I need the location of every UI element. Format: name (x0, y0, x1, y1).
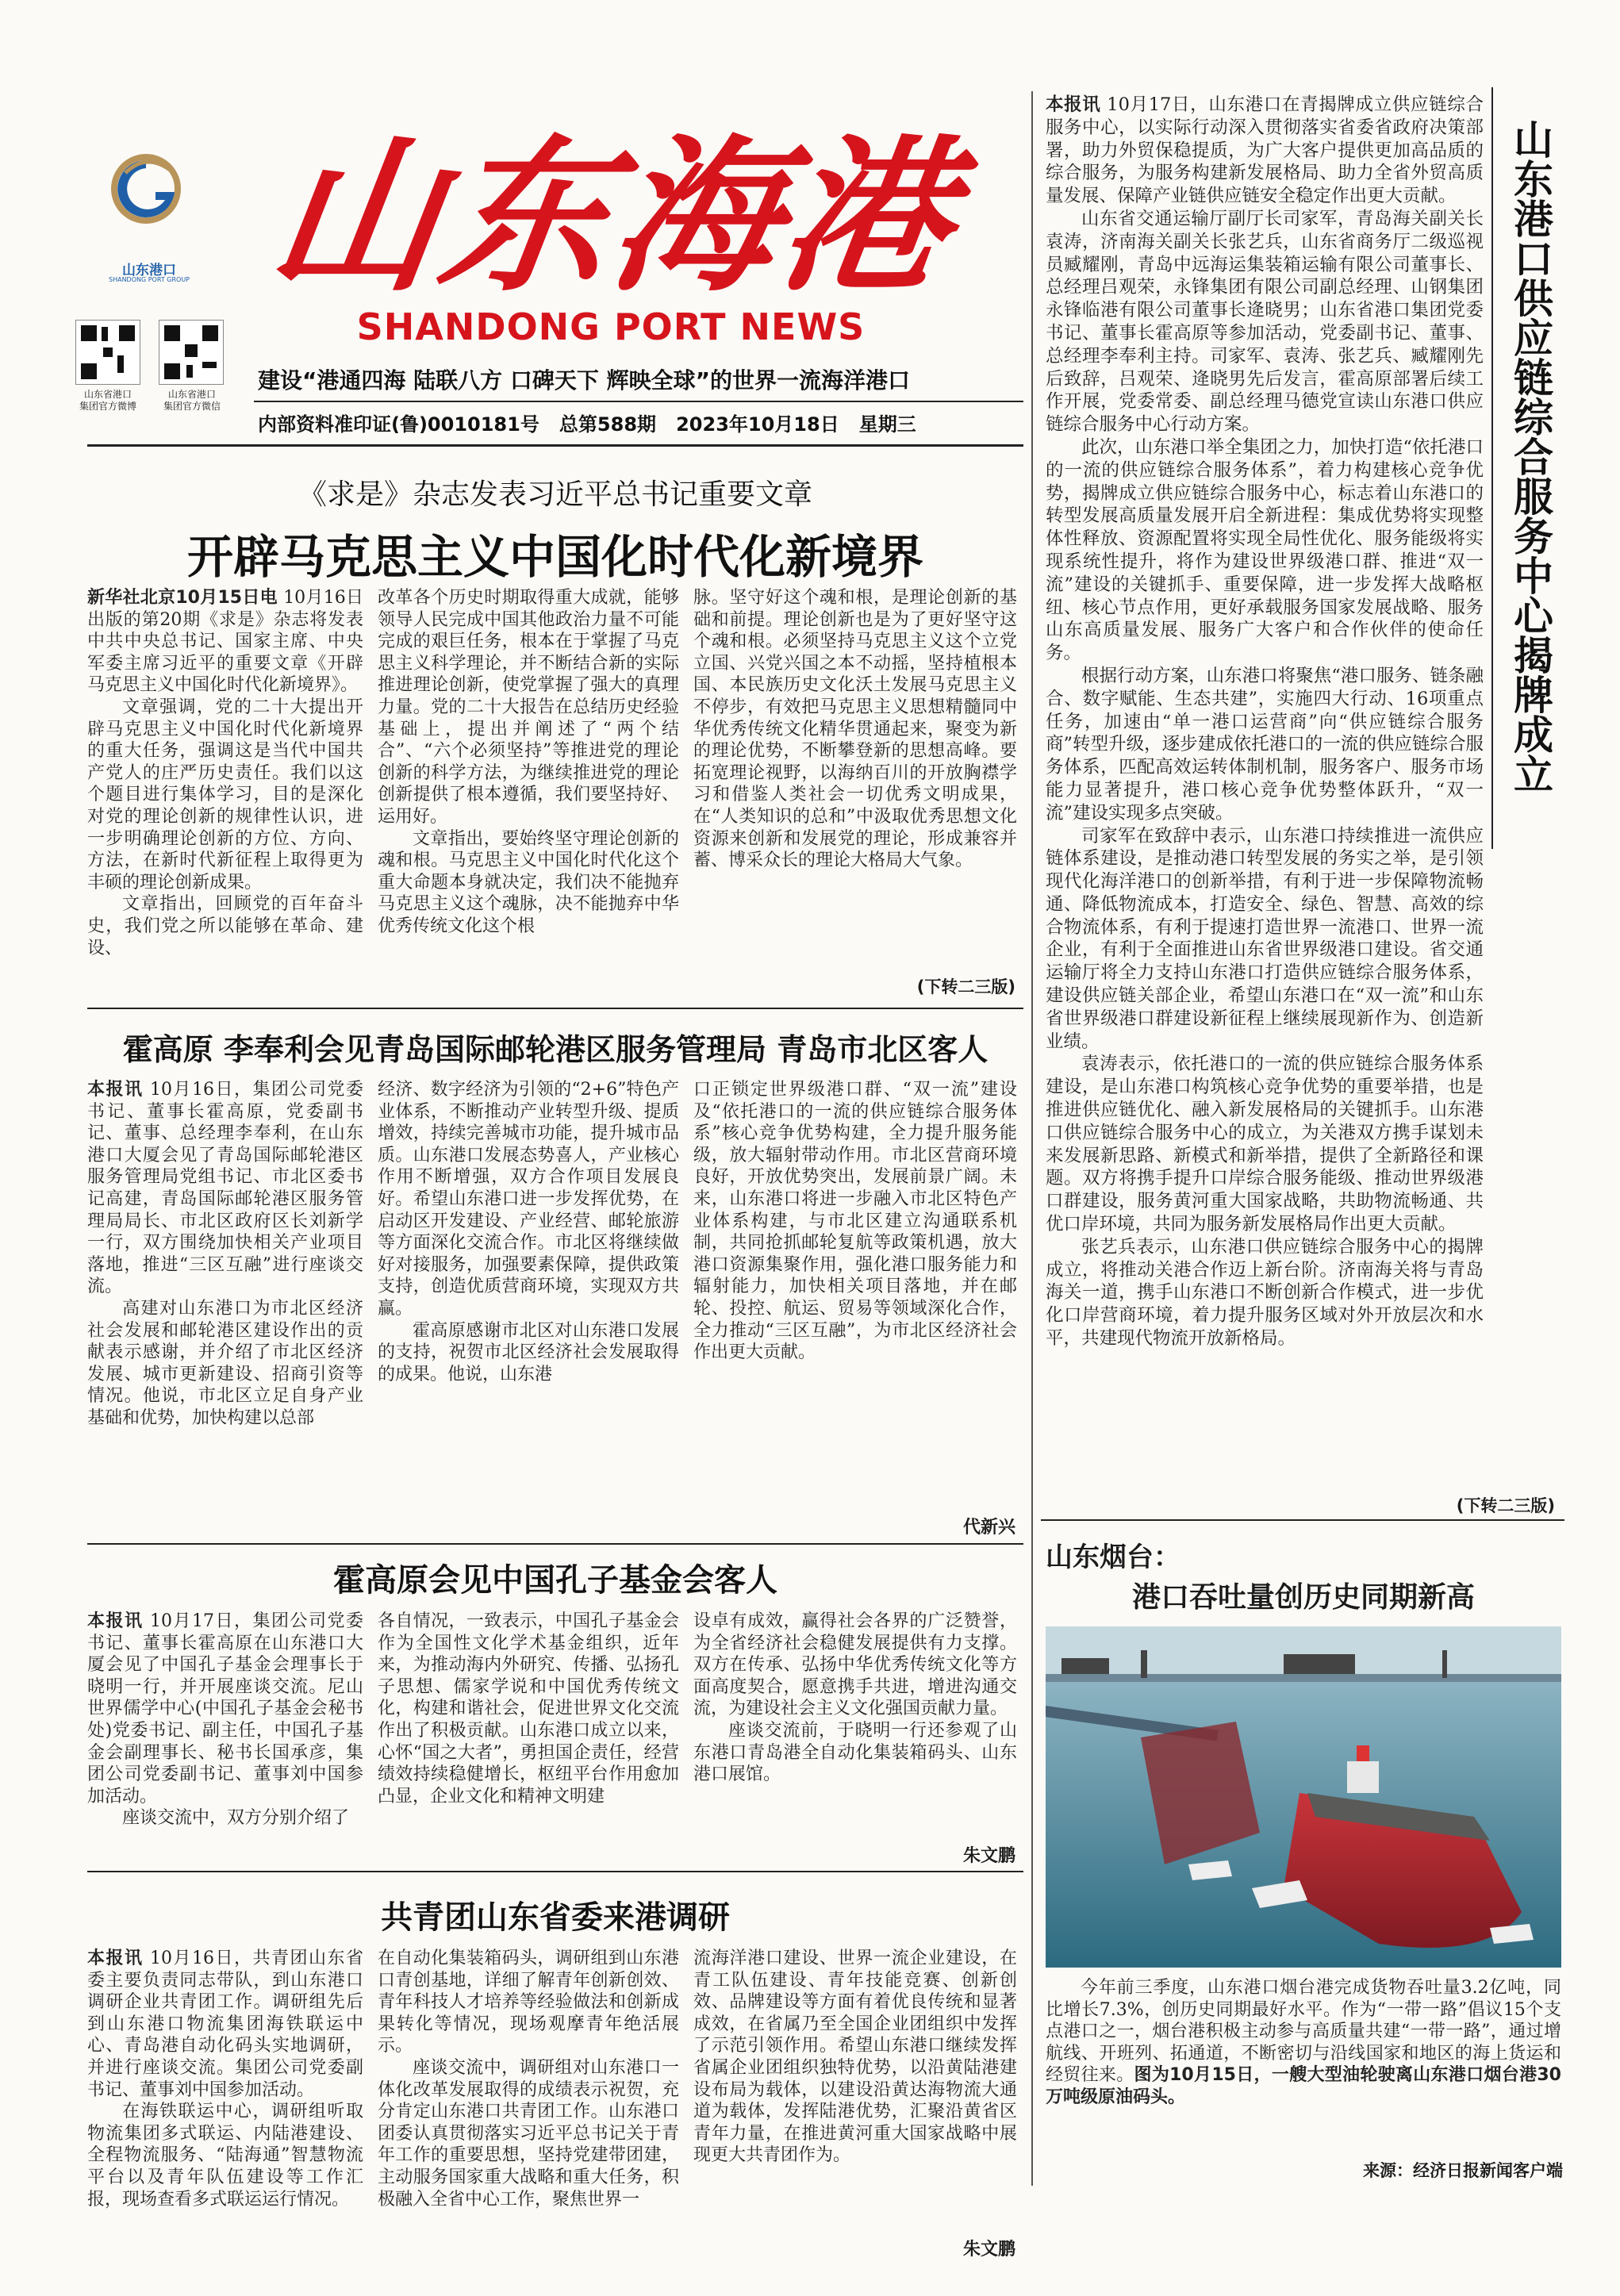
photo-caption: 图为10月15日，一艘大型油轮驶离山东港口烟台港30万吨级原油码头。 (1046, 2065, 1561, 2107)
masthead-title-en: SHANDONG PORT NEWS (356, 305, 866, 348)
tanker-photo-image (1046, 1626, 1561, 1968)
article2-tag: 本报讯 (87, 1080, 144, 1100)
lead-paragraph: 10月16日出版的第20期《求是》杂志将发表中共中央总书记、国家主席、中央军委主席习近平的重要文章《开辟马克思主义中国化时代化新境界》。 (87, 588, 363, 696)
article4-col-1 (87, 1948, 363, 2257)
photo-headline: 港口吞吐量创历史同期新高 (1131, 1581, 1475, 1614)
article2-headline: 霍高原 李奉利会见青岛国际邮轮港区服务管理局 青岛市北区客人 (122, 1032, 989, 1067)
lead-kicker: 《求是》杂志发表习近平总书记重要文章 (298, 478, 812, 511)
article2-paragraph: 10月16日，集团公司党委书记、董事长霍高原，党委副书记、董事、总经理李奉利，在山东港口大厦会见了青岛国际邮轮港区服务管理局党组书记、市北区委书记高建，青岛国际邮轮港区服务管理局局长、市北区政府区长刘新学一行，双方围绕加快相关产业项目落地，推进“三区互融”进行座谈交流。 (87, 1080, 363, 1297)
article4-paragraph: 流海洋港口建设、世界一流企业建设，在青工队伍建设、青年技能竞赛、创新创效、品牌建设等方面有着优良传统和显著成效，在省属乃至全国企业团组织中发挥了示范引领作用。希望山东港口继续发挥省属企业团组织独特优势，以沿黄陆港建设布局为载体，以建设沿黄达海物流大通道为载体，发挥陆港优势，汇聚沿黄省区青年力量，在推进黄河重大国家战略中展现更大共青团作为。 (693, 1949, 1017, 2166)
article3-byline: 朱文鹏 (962, 1846, 1015, 1866)
article3-paragraph: 座谈交流中，双方分别介绍了 (122, 1808, 350, 1829)
lead-continued: (下转二三版) (916, 977, 1015, 996)
photo-story-body (1046, 1977, 1561, 2152)
article3-col-2 (378, 1611, 679, 1860)
article4-col-3 (693, 1948, 1017, 2237)
lead-paragraph: 脉。坚守好这个魂和根，是理论创新的基础和前提。理论创新也是为了更好坚守这个魂和根。必须坚持马克思主义这个立党立国、兴党兴国之本不动摇，坚持植根本国、本民族历史文化沃土发展马克思主义不停步，有效把马克思主义思想精髓同中华优秀传统文化精华贯通起来，聚变为新的理论优势，不断攀登新的思想高峰。要拓宽理论视野，以海纳百川的开放胸襟学习和借鉴人类社会一切优秀文明成果，在“人类知识的总和”中汲取优秀思想文化资源来创新和发展党的理论，形成兼容并蓄、博采众长的理论大格局大气象。 (693, 588, 1017, 871)
qr-right-caption: 山东省港口 集团官方微信 (163, 389, 221, 412)
article2-byline: 代新兴 (962, 1518, 1015, 1538)
article2-paragraph: 口正锁定世界级港口群、“双一流”建设及“依托港口的一流的供应链综合服务体系”核心竞争优势构建，全力提升服务能级，放大辐射带动作用。市北区营商环境良好，开放优势突出，发展前景广阔。未来，山东港口将进一步融入市北区特色产业体系构建，与市北区建立沟通联系机制，共同抢抓邮轮复航等政策机遇，放大港口资源集聚作用，强化港口服务能力和辐射能力，加快相关项目落地，并在邮轮、投控、航运、贸易等领域深化合作，全力推动“三区互融”，为市北区经济社会作出更大贡献。 (693, 1080, 1017, 1363)
article3-col-1 (87, 1611, 363, 1860)
article4-paragraph: 10月16日，共青团山东省委主要负责同志带队，到山东港口调研企业共青团工作。调研组先后到山东港口物流集团海铁联运中心、青岛港自动化码头实地调研，并进行座谈交流。集团公司党委副书记、董事刘中国参加活动。 (87, 1949, 363, 2100)
right-article-tag: 本报讯 (1046, 94, 1101, 115)
article3-paragraph: 10月17日，集团公司党委书记、董事长霍高原在山东港口大厦会见了中国孔子基金会理事长于晓明一行，并开展座谈交流。尼山世界儒学中心(中国孔子基金会秘书处)党委书记、副主任，中国孔子基金会副理事长、秘书长国承彦，集团公司党委副书记、董事刘中国参加活动。 (87, 1611, 363, 1806)
photo-kicker: 山东烟台： (1046, 1542, 1180, 1573)
article4-byline: 朱文鹏 (962, 2240, 1015, 2260)
qr-code-wechat (159, 320, 224, 385)
right-paragraph: 根据行动方案，山东港口将聚焦“港口服务、链条融合、数字赋能、生态共建”，实施四大行动、16项重点任务，加速由“单一港口运营商”向“供应链综合服务商”转型升级，逐步建成依托港口的一流的供应链综合服务体系，匹配高效运转体制机制，服务客户、服务市场能力显著提升，港口核心竞争优势整体跃升，“双一流”建设实现多点突破。 (1046, 665, 1484, 824)
article4-col-2 (378, 1948, 679, 2257)
lead-paragraph: 文章指出，回顾党的百年奋斗史，我们党之所以能够在革命、建设、 (87, 894, 363, 958)
article4-headline: 共青团山东省委来港调研 (381, 1899, 730, 1936)
port-logo-icon (109, 149, 182, 228)
logo-caption-en: SHANDONG PORT GROUP (109, 276, 190, 283)
article4-paragraph: 在自动化集装箱码头，调研组到山东港口青创基地，详细了解青年创新创效、青年科技人才培养等经验做法和创新成果转化等情况，现场观摩青年绝活展示。 (378, 1949, 679, 2056)
right-paragraph: 袁涛表示，依托港口的一流的供应链综合服务体系建设，是山东港口构筑核心竞争优势的重要举措，也是推进供应链优化、融入新发展格局的关键抓手。山东港口供应链综合服务中心的成立，为关港双方携手谋划未来发展新思路、新模式和新举措，提供了全新路径和课题。双方将携手提升口岸综合服务能级、推动世界级港口群建设，服务黄河重大国家战略，共助物流畅通、共优口岸环境，共同为服务新发展格局作出更大贡献。 (1046, 1054, 1484, 1235)
article3-tag: 本报讯 (87, 1611, 144, 1631)
photo-source: 来源：经济日报新闻客户端 (1363, 2161, 1563, 2180)
article2-paragraph: 霍高原感谢市北区对山东港口发展的支持，祝贺市北区经济社会发展取得的成果。他说，山东港 (378, 1320, 679, 1384)
lead-dateline: 新华社北京10月15日电 (87, 588, 278, 608)
article4-tag: 本报讯 (87, 1949, 144, 1968)
right-paragraph: 10月17日，山东港口在青揭牌成立供应链综合服务中心，以实际行动深入贯彻落实省委省政府决策部署，助力外贸保稳提质，为广大客户提供更加高品质的综合服务，为服务构建新发展格局、助力全省外贸高质量发展、保障产业链供应链安全稳定作出更大贡献。 (1046, 94, 1484, 207)
qr-left-caption: 山东省港口 集团官方微博 (79, 389, 136, 412)
article2-col-2 (378, 1079, 679, 1531)
lead-paragraph: 文章指出，要始终坚守理论创新的魂和根。马克思主义中国化时代化这个重大命题本身就决定，我们决不能抛弃马克思主义这个魂脉，决不能抛弃中华优秀传统文化这个根 (378, 828, 679, 936)
article4-paragraph: 在海铁联运中心，调研组听取物流集团多式联运、内陆港建设、全程物流服务、“陆海通”智慧物流平台以及青年队伍建设等工作汇报，现场查看多式联运运行情况。 (87, 2102, 363, 2210)
lead-col-3 (693, 587, 1017, 968)
logo-caption: 山东港口 (122, 263, 176, 278)
lead-col-2 (378, 587, 679, 1000)
issue-number: 总第588期 (559, 413, 657, 436)
right-headline: 山东港口供应链综合服务中心揭牌成立 (1507, 119, 1553, 793)
issue-weekday: 星期三 (858, 413, 916, 436)
issue-line (258, 409, 1019, 436)
lead-paragraph: 改革各个历史时期取得重大成就，能够领导人民完成中国其他政治力量不可能完成的艰巨任务，根本在于掌握了马克思主义科学理论，并不断结合新的实际推进理论创新，使党掌握了强大的真理力量。党的二十大报告在总结历史经验基础上，提出并阐述了“两个结合”、“六个必须坚持”等推进党的理论创新的科学方法，为继续推进党的理论创新提供了根本遵循，我们要坚持好、运用好。 (378, 588, 679, 827)
right-paragraph: 司家军在致辞中表示，山东港口持续推进一流供应链体系建设，是推动港口转型发展的务实之举，是引领现代化海洋港口的创新举措，有利于进一步保障物流畅通、降低物流成本，打造安全、绿色、智慧、高效的综合物流体系，有利于提速打造世界一流港口、世界一流企业，有利于全面推进山东省世界级港口建设。省交通运输厅将全力支持山东港口打造供应链综合服务体系，建设供应链关部企业，希望山东港口在“双一流”和山东省世界级港口群建设新征程上继续展现新作为、创造新业绩。 (1046, 825, 1484, 1052)
article2-col-1 (87, 1079, 363, 1531)
lead-col-1 (87, 587, 363, 1000)
article3-col-3 (693, 1611, 1017, 1841)
masthead-title: 山东海港 (259, 118, 967, 314)
photo-story-text: 今年前三季度，山东港口烟台港完成货物吞吐量3.2亿吨，同比增长7.3%，创历史同期最好水平。作为“一带一路”倡议15个支点港口之一，烟台港积极主动参与高质量共建“一带一路”，通过增航线、开班列、拓通道，不断密切与沿线国家和地区的海上货运和经贸往来。 (1046, 1978, 1561, 2086)
lead-headline: 开辟马克思主义中国化时代化新境界 (186, 530, 923, 584)
qr-code-weibo (75, 320, 140, 385)
article4-paragraph: 座谈交流中，调研组对山东港口一体化改革发展取得的成绩表示祝贺，充分肯定山东港口共青团工作。山东港口团委认真贯彻落实习近平总书记关于青年工作的重要思想，坚持党建带团建，主动服务国家重大战略和重大任务，积极融入全省中心工作，聚焦世界一 (378, 2057, 679, 2210)
article3-paragraph: 各自情况，一致表示，中国孔子基金会作为全国性文化学术基金组织，近年来，为推动海内外研究、传播、弘扬孔子思想、儒家学说和中国优秀传统文化，构建和谐社会，促进世界文化交流作出了积极贡献。山东港口成立以来，心怀“国之大者”，勇担国企责任，经营绩效持续稳健增长，枢纽平台作用愈加凸显，企业文化和精神文明建 (378, 1611, 679, 1806)
right-continued: (下转二三版) (1456, 1496, 1555, 1515)
permit-number: 内部资料准印证(鲁)0010181号 (258, 413, 539, 436)
right-paragraph: 此次，山东港口举全集团之力，加快打造“依托港口的一流的供应链综合服务体系”，着力构建核心竞争优势，揭牌成立供应链综合服务中心，标志着山东港口的转型发展高质量发展开启全新进程：集成优势将实现整体性释放、资源配置将实现全局性优化、服务能级将实现系统性提升，将作为建设世界级港口群、推进“双一流”建设的关键抓手、重要保障，进一步发挥大战略枢纽、核心节点作用，更好承载服务国家发展战略、服务山东高质量发展、服务广大客户和合作伙伴的使命任务。 (1046, 436, 1484, 664)
article2-paragraph: 经济、数字经济为引领的“2+6”特色产业体系，不断推动产业转型升级、提质增效，持续完善城市功能，提升城市品质。山东港口发展态势喜人，产业核心作用不断增强，双方合作项目发展良好。希望山东港口进一步发挥优势，在启动区开发建设、产业经营、邮轮旅游等方面深化交流合作。市北区将继续做好对接服务，加强要素保障，提供政策支持，创造优质营商环境，实现双方共赢。 (378, 1080, 679, 1319)
article3-headline: 霍高原会见中国孔子基金会客人 (333, 1562, 777, 1599)
article2-col-3 (693, 1079, 1017, 1523)
right-paragraph: 张艺兵表示，山东港口供应链综合服务中心的揭牌成立，将推动关港合作迈上新台阶。济南海关将与青岛海关一道，携手山东港口不断创新合作模式，进一步优化口岸营商环境，着力提升服务区域对外开放层次和水平，共建现代物流开放新格局。 (1046, 1236, 1484, 1350)
article2-paragraph: 高建对山东港口为市北区经济社会发展和邮轮港区建设作出的贡献表示感谢，并介绍了市北区经济发展、城市更新建设、招商引资等情况。他说，市北区立足自身产业基础和优势，加快构建以总部 (87, 1298, 363, 1428)
tanker-photo (1046, 1626, 1561, 1968)
article3-paragraph: 设卓有成效，赢得社会各界的广泛赞誉，为全省经济社会稳健发展提供有力支撑。双方在传承、弘扬中华优秀传统文化等方面高度契合，愿意携手共进，增进沟通交流，为建设社会主义文化强国贡献力量。 (693, 1611, 1017, 1719)
lead-paragraph: 文章强调，党的二十大提出开辟马克思主义中国化时代化新境界的重大任务，强调这是当代中国共产党人的庄严历史责任。我们以这个题目进行集体学习，目的是深化对党的理论创新的规律性认识，进一步明确理论创新的方位、方向、方法，在新时代新征程上取得更为丰硕的理论创新成果。 (87, 697, 363, 893)
article3-paragraph: 座谈交流前，于晓明一行还参观了山东港口青岛港全自动化集装箱码头、山东港口展馆。 (693, 1720, 1017, 1785)
right-paragraph: 山东省交通运输厅副厅长司家军，青岛海关副关长袁涛，济南海关副关长张艺兵，山东省商务厅二级巡视员臧耀刚，青岛中远海运集装箱运输有限公司董事长、总经理吕观荣，永锋集团有限公司副总经理、山钢集团永锋临港有限公司董事长逄晓男；山东省港口集团党委书记、董事长霍高原等参加活动，党委副书记、董事、总经理李奉利主持。司家军、袁涛、张艺兵、臧耀刚先后致辞，吕观荣、逄晓男先后发言，霍高原部署后续工作开展，党委常委、副总经理马德党宣读山东港口供应链综合服务中心行动方案。 (1046, 208, 1484, 436)
masthead-slogan: 建设“港通四海 陆联八方 口碑天下 辉映全球”的世界一流海洋港口 (258, 367, 911, 394)
issue-date: 2023年10月18日 (676, 413, 839, 436)
right-article-body (1046, 94, 1484, 1514)
port-logo (109, 149, 182, 244)
